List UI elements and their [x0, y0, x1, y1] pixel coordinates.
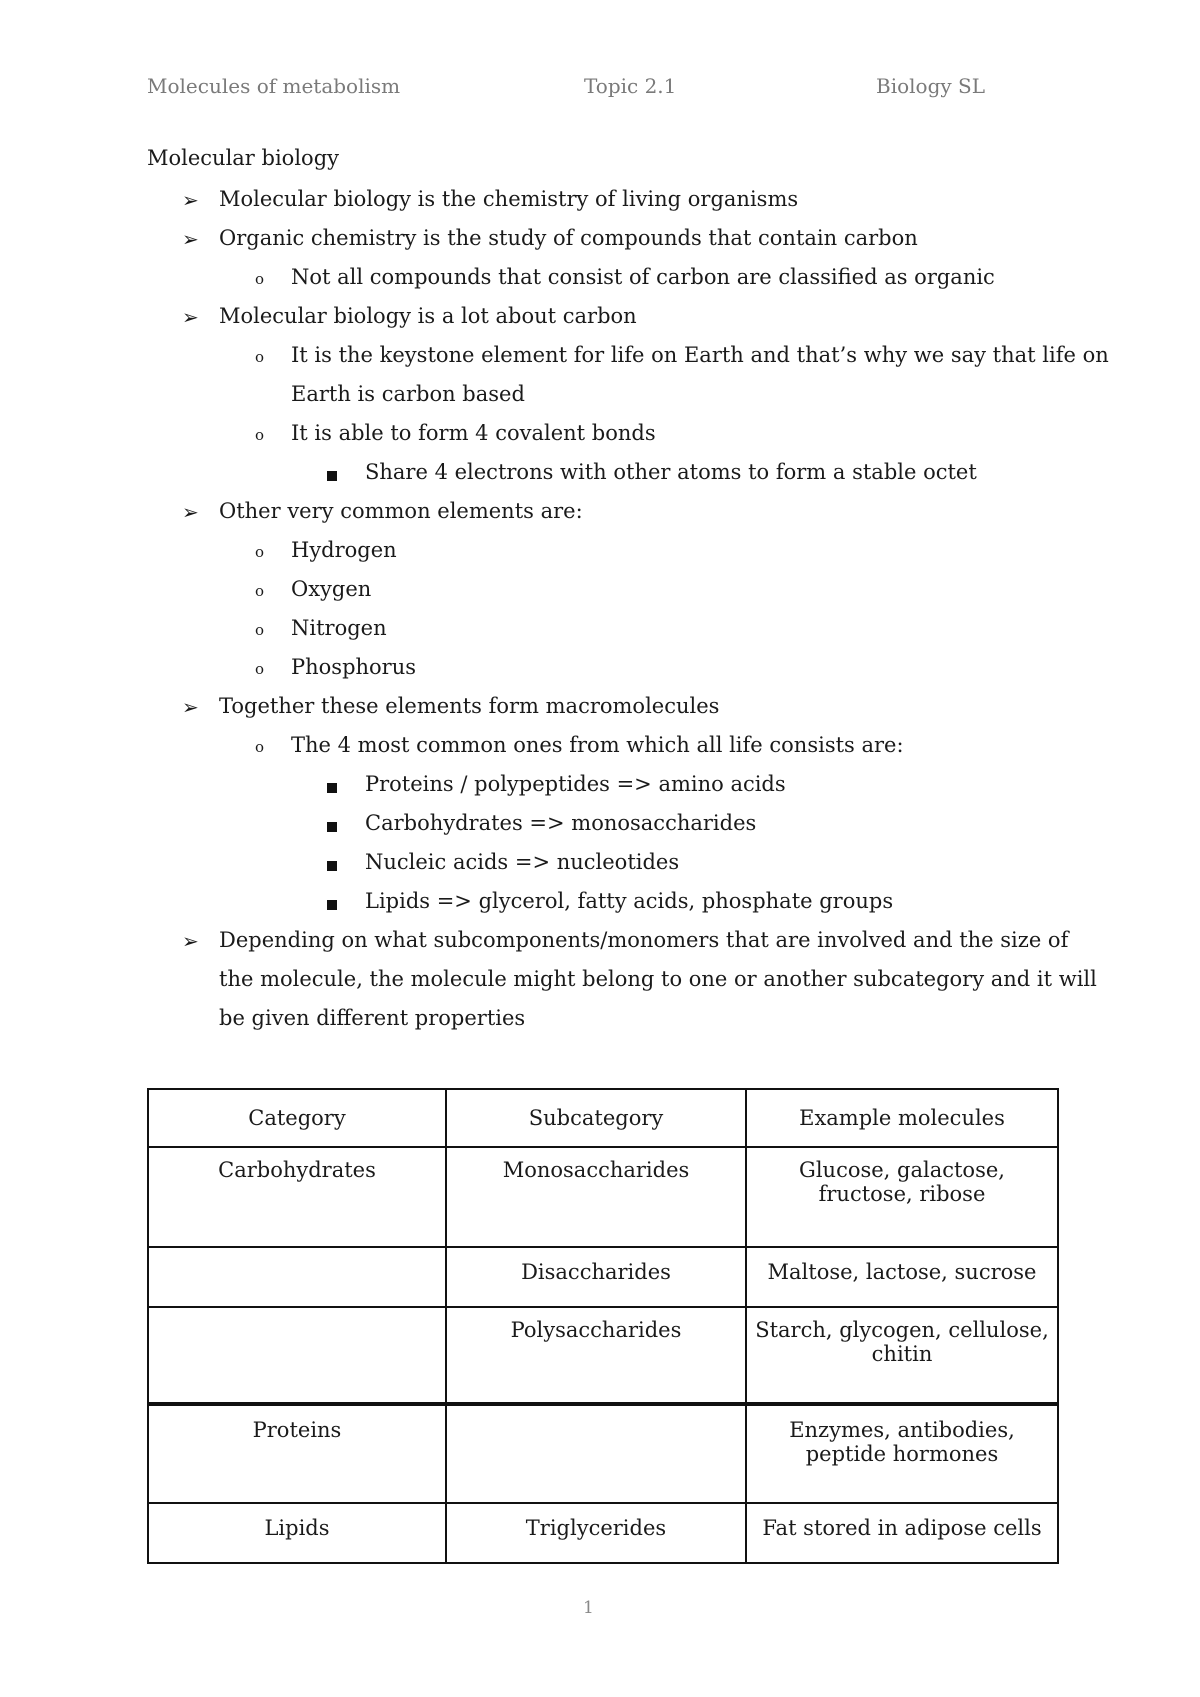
table-cell: Disaccharides	[446, 1247, 746, 1307]
list-item: Hydrogen	[291, 538, 397, 562]
column-header-examples: Example molecules	[746, 1089, 1058, 1147]
list-item: The 4 most common ones from which all life consists are:	[291, 733, 904, 757]
list-item: Molecular biology is the chemistry of living organisms	[219, 187, 799, 211]
list-item: Oxygen	[291, 577, 372, 601]
arrow-bullet-icon: ➢	[182, 305, 199, 329]
column-header-subcategory: Subcategory	[446, 1089, 746, 1147]
arrow-bullet-icon: ➢	[182, 188, 199, 212]
table-cell: Lipids	[148, 1503, 446, 1563]
table-header-row	[148, 1089, 1058, 1147]
list-item: Nitrogen	[291, 616, 387, 640]
table-cell: Monosaccharides	[446, 1147, 746, 1247]
circle-bullet-icon: o	[255, 621, 265, 639]
list-item: It is able to form 4 covalent bonds	[291, 421, 656, 445]
table-cell: Maltose, lactose, sucrose	[746, 1247, 1058, 1307]
table-cell: Glucose, galactose, fructose, ribose	[746, 1147, 1058, 1247]
list-item: Nucleic acids => nucleotides	[365, 850, 680, 874]
table-row	[148, 1307, 1058, 1404]
arrow-bullet-icon: ➢	[182, 929, 199, 953]
table-cell: Carbohydrates	[148, 1147, 446, 1247]
table-cell: Polysaccharides	[446, 1307, 746, 1404]
header-right: Biology SL	[876, 74, 986, 98]
list-item: Organic chemistry is the study of compounds that contain carbon	[219, 226, 918, 250]
circle-bullet-icon: o	[255, 270, 265, 288]
list-item: Together these elements form macromolecules	[219, 694, 720, 718]
circle-bullet-icon: o	[255, 660, 265, 678]
table-cell	[446, 1404, 746, 1503]
square-bullet-icon	[327, 900, 337, 910]
list-item: Lipids => glycerol, fatty acids, phosphate groups	[365, 889, 894, 913]
table-row	[148, 1147, 1058, 1247]
header-left: Molecules of metabolism	[147, 74, 401, 98]
table-cell	[148, 1247, 446, 1307]
table-cell: Starch, glycogen, cellulose, chitin	[746, 1307, 1058, 1404]
circle-bullet-icon: o	[255, 582, 265, 600]
list-item: Not all compounds that consist of carbon are classified as organic	[291, 265, 995, 289]
circle-bullet-icon: o	[255, 543, 265, 561]
table-row	[148, 1247, 1058, 1307]
square-bullet-icon	[327, 861, 337, 871]
list-item-continuation: Earth is carbon based	[291, 382, 525, 406]
table-cell: Enzymes, antibodies, peptide hormones	[746, 1404, 1058, 1503]
molecules-table	[147, 1088, 1059, 1564]
square-bullet-icon	[327, 783, 337, 793]
table-row	[148, 1503, 1058, 1563]
list-item: Other very common elements are:	[219, 499, 583, 523]
circle-bullet-icon: o	[255, 348, 265, 366]
list-item: It is the keystone element for life on Earth and that’s why we say that life on	[291, 343, 1109, 367]
table-cell: Triglycerides	[446, 1503, 746, 1563]
list-item-continuation: the molecule, the molecule might belong to one or another subcategory and it will	[219, 967, 1097, 991]
list-item: Molecular biology is a lot about carbon	[219, 304, 637, 328]
list-item: Phosphorus	[291, 655, 417, 679]
square-bullet-icon	[327, 822, 337, 832]
list-item: Share 4 electrons with other atoms to form a stable octet	[365, 460, 977, 484]
arrow-bullet-icon: ➢	[182, 227, 199, 251]
arrow-bullet-icon: ➢	[182, 500, 199, 524]
section-title: Molecular biology	[147, 146, 339, 170]
list-item: Depending on what subcomponents/monomers that are involved and the size of	[219, 928, 1069, 952]
square-bullet-icon	[327, 471, 337, 481]
table-cell: Fat stored in adipose cells	[746, 1503, 1058, 1563]
table-cell: Proteins	[148, 1404, 446, 1503]
header-center: Topic 2.1	[584, 74, 677, 98]
page-number: 1	[583, 1598, 594, 1618]
list-item: Carbohydrates => monosaccharides	[365, 811, 757, 835]
arrow-bullet-icon: ➢	[182, 695, 199, 719]
table-row	[148, 1404, 1058, 1503]
list-item-continuation: be given different properties	[219, 1006, 526, 1030]
list-item: Proteins / polypeptides => amino acids	[365, 772, 786, 796]
circle-bullet-icon: o	[255, 738, 265, 756]
column-header-category: Category	[148, 1089, 446, 1147]
table-cell	[148, 1307, 446, 1404]
circle-bullet-icon: o	[255, 426, 265, 444]
